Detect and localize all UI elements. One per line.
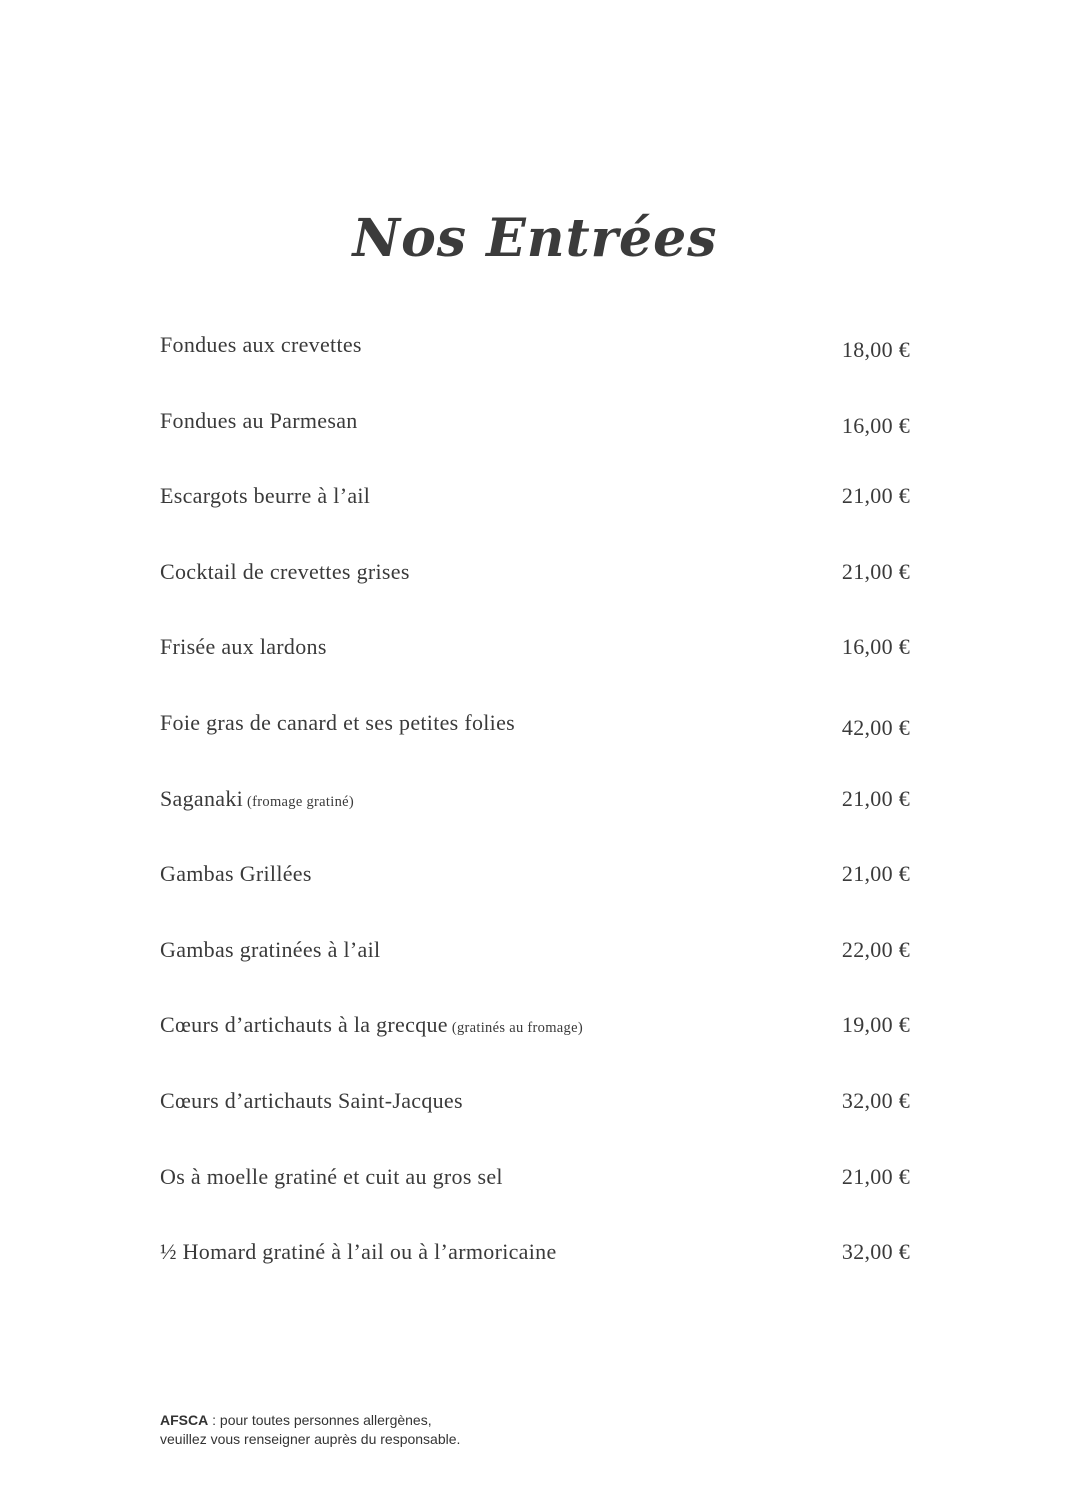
item-price: 32,00 €	[841, 1239, 910, 1265]
allergen-notice	[160, 1411, 460, 1449]
item-name: Saganaki (fromage gratiné)	[160, 785, 354, 811]
item-name: Os à moelle gratiné et cuit au gros sel	[160, 1163, 503, 1189]
menu-item	[160, 708, 910, 784]
item-price: 21,00 €	[841, 785, 910, 811]
item-name: Fondues aux crevettes	[160, 332, 362, 357]
menu-list	[160, 330, 910, 1313]
item-name: Escargots beurre à l’ail	[160, 483, 371, 509]
item-name: Foie gras de canard et ses petites folies	[160, 709, 516, 735]
allergen-notice-text: : pour toutes personnes allergènes,	[208, 1412, 432, 1428]
item-name: Cœurs d’artichauts Saint-Jacques	[160, 1087, 463, 1113]
menu-item	[160, 1237, 910, 1313]
item-price: 42,00 €	[841, 714, 910, 740]
menu-item	[160, 557, 910, 633]
menu-item	[160, 406, 910, 482]
item-price: 32,00 €	[841, 1087, 910, 1113]
menu-item	[160, 330, 910, 406]
item-price: 18,00 €	[841, 337, 910, 362]
menu-item	[160, 859, 910, 935]
item-price: 19,00 €	[841, 1012, 910, 1038]
menu-item	[160, 481, 910, 557]
item-price: 22,00 €	[841, 936, 910, 962]
item-name: Gambas Grillées	[160, 861, 312, 887]
allergen-notice-line-1	[160, 1411, 460, 1430]
item-note: (gratinés au fromage)	[451, 1020, 583, 1037]
item-name: Cocktail de crevettes grises	[160, 558, 410, 584]
menu-item	[160, 935, 910, 1011]
item-price: 21,00 €	[841, 558, 910, 584]
item-note: (fromage gratiné)	[247, 793, 354, 810]
item-price: 21,00 €	[841, 483, 910, 509]
menu-title: Nos Entrées	[352, 207, 718, 269]
item-price: 16,00 €	[841, 412, 910, 438]
item-price: 21,00 €	[841, 1163, 910, 1189]
allergen-notice-line-2: veuillez vous renseigner auprès du responsable.	[160, 1431, 461, 1447]
item-name: Frisée aux lardons	[160, 634, 327, 660]
item-name: Cœurs d’artichauts à la grecque (gratinés au fromage)	[160, 1012, 583, 1038]
menu-item	[160, 784, 910, 860]
menu-item	[160, 632, 910, 708]
item-price: 16,00 €	[841, 634, 910, 660]
item-price: 21,00 €	[841, 861, 910, 887]
item-name: Gambas gratinées à l’ail	[160, 936, 381, 962]
menu-item	[160, 1086, 910, 1162]
menu-item	[160, 1162, 910, 1238]
item-name: Fondues au Parmesan	[160, 407, 358, 433]
menu-item	[160, 1010, 910, 1086]
item-name: ½ Homard gratiné à l’ail ou à l’armoricaine	[160, 1239, 557, 1265]
afsca-label: AFSCA	[160, 1412, 209, 1428]
